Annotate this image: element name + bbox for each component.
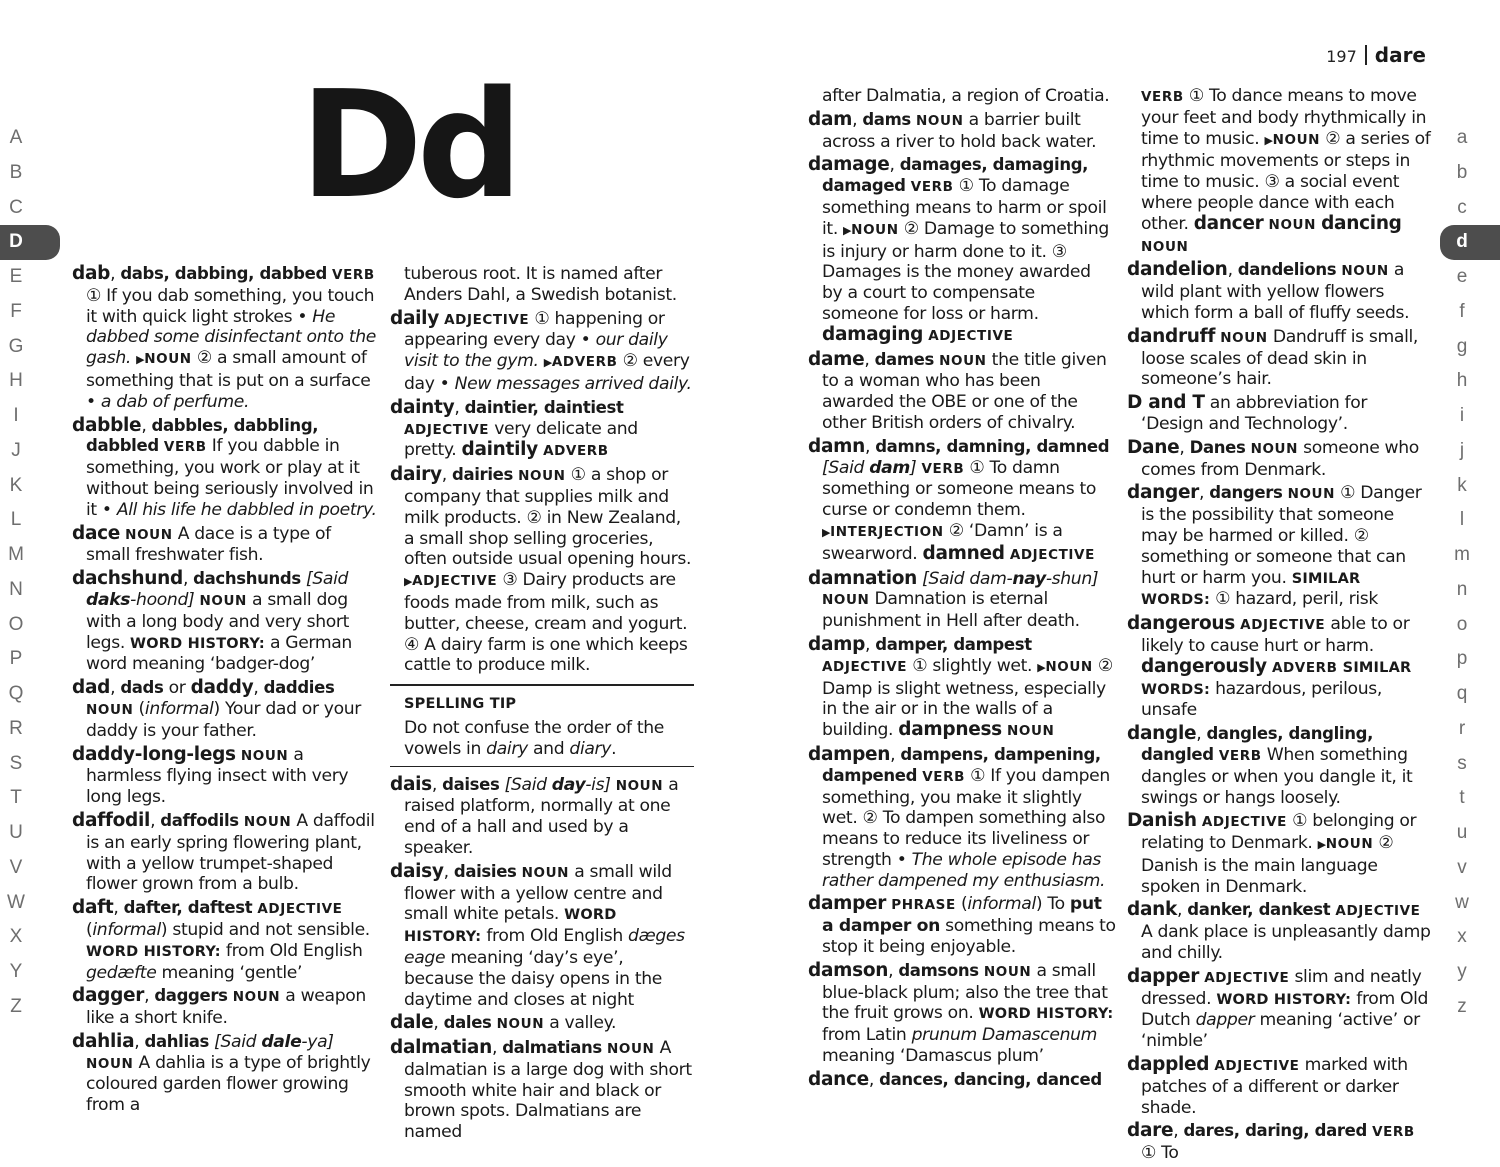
- dictionary-entry: damson, damsons NOUN a small blue-black plum; also the tree that the fruit grows on. WORD HISTORY: from Latin prunum Damascenum meaning ‘Damascus plum’: [808, 959, 1114, 1067]
- thumb-tab-R[interactable]: R: [9, 717, 23, 739]
- thumb-tab-lower-r[interactable]: r: [1458, 717, 1466, 739]
- dictionary-entry: daft, dafter, daftest ADJECTIVE (informal) stupid and not sensible. WORD HISTORY: from Old English gedæfte meaning ‘gentle’: [72, 897, 370, 983]
- thumb-tab-G[interactable]: G: [8, 335, 24, 357]
- dictionary-entry: dachshund, dachshunds [Said daks-hoond] NOUN a small dog with a long body and very short legs. WORD HISTORY: a German word meaning ‘badger-dog’: [72, 568, 352, 675]
- thumb-tab-lower-y[interactable]: y: [1457, 961, 1467, 982]
- dictionary-column-1: [72, 264, 378, 1119]
- thumb-tab-lower-p[interactable]: p: [1456, 648, 1468, 670]
- thumb-tab-lower-w[interactable]: w: [1455, 891, 1469, 913]
- header-divider: [1365, 45, 1367, 65]
- dictionary-entry: dandruff NOUN Dandruff is small, loose scales of dead skin in someone’s hair.: [1127, 325, 1419, 390]
- dictionary-entry: dab, dabs, dabbing, dabbed VERB ① If you dab something, you touch it with quick light strokes • He dabbed some disinfectant onto the gash. ▶NOUN ② a small amount of something that is put on a surface • a dab of perfume.: [72, 263, 376, 412]
- thumb-tab-Z[interactable]: Z: [10, 995, 22, 1017]
- thumb-tab-lower-a[interactable]: a: [1456, 127, 1468, 148]
- dictionary-entry: VERB ① To dance means to move your feet and body rhythmically in time to music. ▶NOUN ② a series of rhythmic movements or steps in time to music. ③ a social event where people dance with each other. dancer NOUN dancing NOUN: [1141, 86, 1431, 255]
- dictionary-entry: dangerous ADJECTIVE able to or likely to cause hurt or harm. dangerously ADVERB SIMILAR WORDS: hazardous, perilous, unsafe: [1127, 613, 1412, 721]
- dictionary-entry: dairy, dairies NOUN ① a shop or company that supplies milk and milk products. ② in New Zealand, a small shop selling groceries, often outside usual opening hours. ▶ADJECTIVE ③ Dairy products are foods made from milk, such as butter, cheese, cream and yogurt. ④ A dairy farm is one which keeps cattle to produce milk.: [390, 464, 692, 676]
- dictionary-entry: daddy-long-legs NOUN a harmless flying insect with very long legs.: [72, 743, 349, 808]
- guide-word: dare: [1374, 43, 1426, 67]
- dictionary-entry: damnation [Said dam-nay-shun] NOUN Damnation is eternal punishment in Hell after death.: [808, 567, 1099, 632]
- dictionary-entry: dare, dares, daring, dared VERB ① To: [1127, 1120, 1415, 1164]
- thumb-index-lowercase: [1440, 121, 1500, 1025]
- thumb-tab-Y[interactable]: Y: [9, 961, 23, 982]
- dictionary-entry: tuberous root. It is named after Anders Dahl, a Swedish botanist.: [404, 264, 677, 305]
- dictionary-entry: dalmatian, dalmatians NOUN A dalmatian is a large dog with short smooth white hair and black or brown spots. Dalmatians are named: [390, 1037, 692, 1143]
- thumb-tab-lower-b[interactable]: b: [1456, 161, 1468, 183]
- thumb-tab-U[interactable]: U: [9, 822, 23, 843]
- thumb-tab-lower-l[interactable]: l: [1459, 509, 1465, 531]
- thumb-tab-lower-j[interactable]: j: [1459, 439, 1465, 461]
- thumb-tab-lower-c[interactable]: c: [1457, 196, 1467, 218]
- thumb-tab-lower-e[interactable]: e: [1456, 266, 1468, 287]
- thumb-tab-V[interactable]: V: [9, 856, 23, 878]
- thumb-tab-lower-d[interactable]: d: [1440, 225, 1500, 260]
- dictionary-entry: danger, dangers NOUN ① Danger is the possibility that someone may be harmed or killed. ② something or someone that can hurt or harm you. SIMILAR WORDS: ① hazard, peril, risk: [1127, 482, 1422, 610]
- page-header: [1250, 40, 1426, 72]
- dictionary-entry: dabble, dabbles, dabbling, dabbled VERB If you dabble in something, you work or play at it without being seriously involved in it • All his life he dabbled in poetry.: [72, 414, 377, 520]
- dictionary-entry: dam, dams NOUN a barrier built across a river to hold back water.: [808, 108, 1097, 152]
- thumb-tab-lower-o[interactable]: o: [1456, 613, 1468, 635]
- thumb-tab-lower-x[interactable]: x: [1457, 926, 1467, 948]
- thumb-tab-lower-g[interactable]: g: [1456, 335, 1468, 357]
- thumb-tab-B[interactable]: B: [9, 161, 23, 183]
- dictionary-entry: dais, daises [Said day-is] NOUN a raised platform, normally at one end of a hall and used by a speaker.: [390, 773, 679, 858]
- thumb-tab-C[interactable]: C: [9, 196, 23, 218]
- thumb-tab-W[interactable]: W: [7, 891, 25, 913]
- dictionary-entry: daily ADJECTIVE ① happening or appearing every day • our daily visit to the gym. ▶ADVERB ② every day • New messages arrived daily.: [390, 307, 692, 394]
- dictionary-entry: dainty, daintier, daintiest ADJECTIVE very delicate and pretty. daintily ADVERB: [390, 396, 638, 461]
- thumb-tab-lower-t[interactable]: t: [1459, 787, 1465, 809]
- thumb-tab-T[interactable]: T: [10, 787, 22, 809]
- dictionary-entry: Danish ADJECTIVE ① belonging or relating to Denmark. ▶NOUN ② Danish is the main language spoken in Denmark.: [1127, 810, 1417, 897]
- thumb-tab-lower-m[interactable]: m: [1454, 544, 1470, 565]
- dictionary-column-2: [390, 264, 694, 1146]
- dictionary-entry: damn, damns, damning, damned [Said dam] VERB ① To damn something or someone means to curse or condemn them. ▶INTERJECTION ② ‘Damn’ is a swearword. damned ADJECTIVE: [808, 435, 1110, 564]
- thumb-tab-lower-i[interactable]: i: [1459, 405, 1465, 426]
- dictionary-entry: dangle, dangles, dangling, dangled VERB When something dangles or when you dangle it, it swings or hangs loosely.: [1127, 723, 1413, 808]
- thumb-tab-lower-f[interactable]: f: [1459, 300, 1465, 322]
- thumb-tab-N[interactable]: N: [9, 578, 23, 600]
- spelling-tip-text: Do not confuse the order of the vowels in dairy and diary.: [404, 717, 664, 759]
- dictionary-entry: after Dalmatia, a region of Croatia.: [822, 86, 1110, 106]
- spelling-tip-title: SPELLING TIP: [404, 696, 517, 713]
- thumb-tab-X[interactable]: X: [9, 926, 23, 948]
- thumb-tab-K[interactable]: K: [9, 474, 23, 496]
- column-2-entries: [390, 264, 694, 676]
- dictionary-entry: damage, damages, damaging, damaged VERB ① To damage something means to harm or spoil it. ▶NOUN ② Damage to something is injury or harm done to it. ③ Damages is the money awarded by a court to compensate someone for loss or harm. damaging ADJECTIVE: [808, 154, 1109, 345]
- section-letter: Dd: [300, 59, 517, 231]
- dictionary-entry: dace NOUN A dace is a type of small freshwater fish.: [72, 522, 331, 566]
- thumb-tab-A[interactable]: A: [9, 127, 23, 148]
- dictionary-entry: damper PHRASE (informal) To put a damper on something means to stop it being enjoyable.: [808, 893, 1116, 958]
- thumb-tab-F[interactable]: F: [10, 300, 22, 322]
- dictionary-column-4: [1127, 86, 1431, 1167]
- thumb-tab-O[interactable]: O: [8, 613, 24, 635]
- dictionary-entry: dampen, dampens, dampening, dampened VERB ① If you dampen something, you make it slightly wet. ② To dampen something also means to reduce its liveliness or strength • The whole episode has rather dampened my enthusiasm.: [808, 743, 1110, 891]
- column-2-entries-lower: [390, 775, 694, 1144]
- dictionary-entry: D and T an abbreviation for ‘Design and Technology’.: [1127, 392, 1368, 434]
- thumb-index-uppercase: [0, 121, 60, 1025]
- dictionary-entry: damp, damper, dampest ADJECTIVE ① slightly wet. ▶NOUN ② Damp is slight wetness, especially in the air or in the walls of a building. dampness NOUN: [808, 633, 1113, 741]
- dictionary-column-3: [808, 86, 1116, 1094]
- dictionary-entry: dapper ADJECTIVE slim and neatly dressed. WORD HISTORY: from Old Dutch dapper meaning ‘active’ or ‘nimble’: [1127, 965, 1429, 1052]
- thumb-tab-P[interactable]: P: [9, 648, 23, 670]
- dictionary-entry: dahlia, dahlias [Said dale-ya] NOUN A dahlia is a type of brightly coloured garden flower growing from a: [72, 1030, 371, 1116]
- thumb-tab-Q[interactable]: Q: [8, 683, 24, 704]
- dictionary-entry: daffodil, daffodils NOUN A daffodil is an early spring flowering plant, with a yellow trumpet-shaped flower grown from a bulb.: [72, 809, 375, 895]
- thumb-tab-lower-n[interactable]: n: [1456, 578, 1468, 600]
- thumb-tab-lower-q[interactable]: q: [1456, 683, 1468, 704]
- dictionary-entry: dandelion, dandelions NOUN a wild plant with yellow flowers which form a ball of fluffy seeds.: [1127, 259, 1410, 323]
- thumb-tab-lower-z[interactable]: z: [1457, 995, 1467, 1017]
- dictionary-entry: dappled ADJECTIVE marked with patches of a different or darker shade.: [1127, 1054, 1408, 1118]
- dictionary-entry: dance, dances, dancing, danced: [808, 1068, 1102, 1090]
- dictionary-entry: dad, dads or daddy, daddies NOUN (informal) Your dad or your daddy is your father.: [72, 677, 362, 741]
- thumb-tab-J[interactable]: J: [11, 439, 21, 461]
- thumb-tab-D[interactable]: D: [0, 225, 60, 260]
- thumb-tab-M[interactable]: M: [8, 544, 24, 565]
- thumb-tab-I[interactable]: I: [13, 405, 19, 426]
- thumb-tab-E[interactable]: E: [9, 266, 23, 287]
- dictionary-entry: Dane, Danes NOUN someone who comes from Denmark.: [1127, 436, 1419, 480]
- thumb-tab-S[interactable]: S: [9, 752, 23, 774]
- dictionary-entry: dale, dales NOUN a valley.: [390, 1012, 617, 1034]
- page-number: 197: [1326, 47, 1357, 66]
- dictionary-entry: dagger, daggers NOUN a weapon like a short knife.: [72, 985, 366, 1029]
- thumb-tab-lower-s[interactable]: s: [1457, 752, 1467, 774]
- dictionary-entry: dame, dames NOUN the title given to a woman who has been awarded the OBE or one of the other British orders of chivalry.: [808, 348, 1107, 433]
- thumb-tab-lower-h[interactable]: h: [1456, 370, 1468, 392]
- thumb-tab-L[interactable]: L: [10, 509, 22, 531]
- thumb-tab-lower-k[interactable]: k: [1457, 474, 1467, 496]
- thumb-tab-lower-u[interactable]: u: [1456, 822, 1468, 843]
- thumb-tab-lower-v[interactable]: v: [1457, 856, 1467, 878]
- spelling-tip: [390, 684, 694, 766]
- dictionary-entry: daisy, daisies NOUN a small wild flower with a yellow centre and small white petals. WORD HISTORY: from Old English dæges eage meaning ‘day’s eye’, because the daisy opens in the daytime and closes at night: [390, 860, 685, 1010]
- thumb-tab-H[interactable]: H: [9, 370, 23, 392]
- dictionary-entry: dank, danker, dankest ADJECTIVE A dank place is unpleasantly damp and chilly.: [1127, 899, 1431, 964]
